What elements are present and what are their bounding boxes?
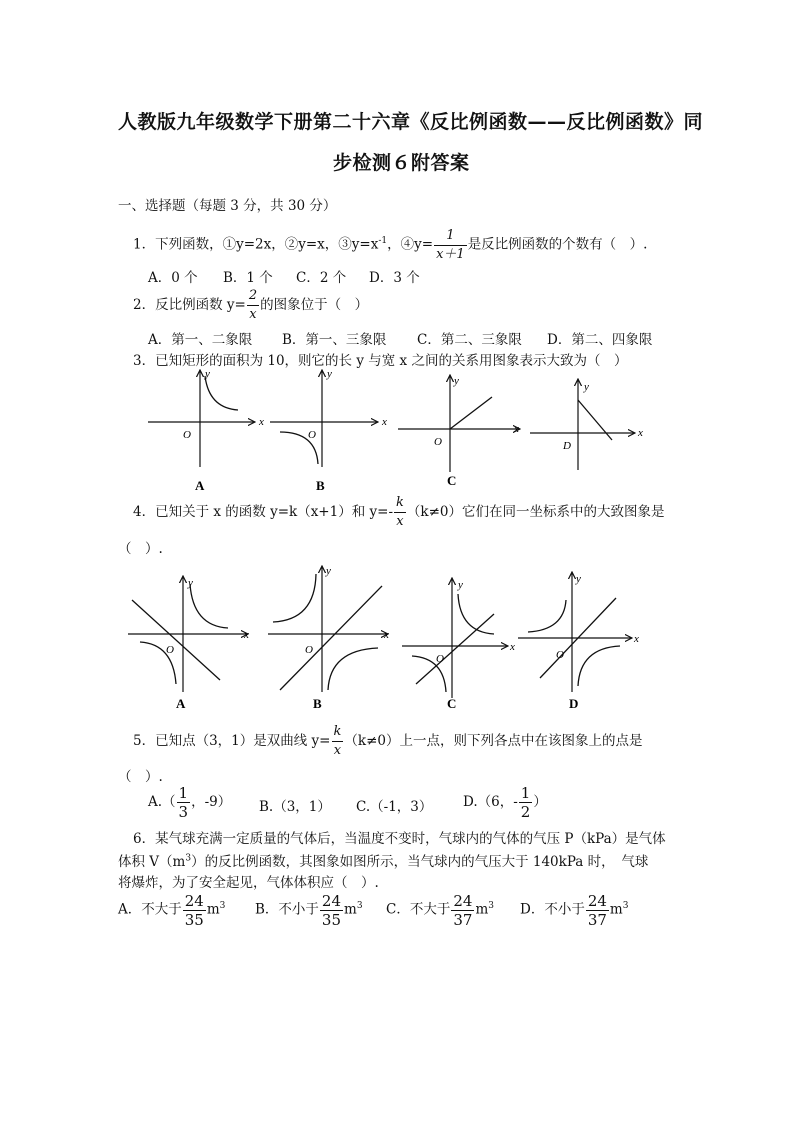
q2-option-a[interactable]: A．第一、二象限: [148, 332, 253, 348]
q2-text-pre: 2．反比例函数 y=: [133, 297, 246, 313]
q4-b-label: B: [313, 696, 322, 711]
q1-fraction: $\frac{1}{x+1}$: [436, 227, 465, 262]
question-2: [133, 287, 368, 323]
q3-c-xlabel: x: [514, 423, 519, 435]
q3-d-line: [578, 400, 612, 440]
q4-c-ylabel: y: [458, 579, 463, 591]
q4-b-origin: O: [305, 644, 313, 656]
q3-graph-a[interactable]: [148, 368, 264, 493]
q3-c-line: [450, 397, 492, 429]
q4-c-xlabel: x: [510, 641, 515, 653]
q2-fraction: $\frac{2}{x}$: [248, 288, 258, 322]
q6-a-fraction: $\frac{24}{35}$: [184, 891, 204, 929]
q5-option-c[interactable]: C.（-1，3）: [356, 799, 433, 815]
q4-d-ylabel: y: [576, 573, 581, 585]
q5-text-post: （k≠0）上一点，则下列各点中在该图象上的点是: [344, 733, 643, 749]
q5-option-b[interactable]: B.（3，1）: [259, 799, 331, 815]
q3-graphs: [130, 362, 660, 497]
q6-option-c[interactable]: C．不大于 $\frac{24}{37}$ $m^3$: [386, 891, 494, 929]
q3-b-xlabel: x: [382, 416, 387, 428]
q1-text-mid: ，④y=: [387, 236, 434, 253]
q3-a-curve: [205, 376, 238, 410]
q2-option-c[interactable]: C．第二、三象限: [417, 332, 522, 348]
q3-c-label: C: [447, 473, 457, 488]
q4-graph-b[interactable]: [268, 565, 389, 711]
q4-fraction: $\frac{k}{x}$: [396, 495, 404, 529]
page-title-line1: 人教版九年级数学下册第二十六章《反比例函数——反比例函数》同: [118, 111, 704, 133]
q6-line2: 体积 $V(m^3)$的反比例函数，其图象如图所示，当气球内的气压大于 140kPa 时， 气球: [118, 853, 649, 870]
q3-c-origin: O: [434, 436, 442, 448]
q5-text-pre: 5．已知点（3，1）是双曲线 y=: [133, 733, 331, 749]
q2-option-b[interactable]: B．第一、三象限: [282, 332, 387, 348]
section-heading: 一、选择题（每题 3 分，共 30 分）: [118, 198, 337, 214]
q6-d-fraction: $\frac{24}{37}$: [587, 891, 607, 929]
q4-d-origin: O: [556, 649, 564, 661]
q6-b-fraction: $\frac{24}{35}$: [321, 891, 342, 929]
q3-graph-b[interactable]: [270, 368, 387, 493]
q2-option-d[interactable]: D．第二、四象限: [547, 332, 653, 348]
q6-option-d[interactable]: D．不小于 $\frac{24}{37}$ $m^3$: [520, 891, 629, 929]
q3-d-xlabel: x: [638, 427, 643, 439]
q4-d-xlabel: x: [634, 633, 639, 645]
q5-d-fraction: $\frac{1}{2}$: [520, 784, 531, 821]
q3-b-origin: O: [308, 429, 316, 441]
q1-exponent: -1: [378, 236, 388, 246]
q4-a-label: A: [176, 696, 186, 711]
q6-c-fraction: $\frac{24}{37}$: [453, 891, 473, 929]
q6-line3: 将爆炸，为了安全起见，气体体积应（ ）.: [118, 875, 379, 891]
q3-a-ylabel: y: [205, 368, 210, 380]
q3-a-xlabel: x: [259, 416, 264, 428]
q3-graph-c[interactable]: [398, 375, 520, 488]
q4-line2: （ ）.: [118, 541, 163, 557]
q4-c-label: C: [447, 696, 457, 711]
q4-text-pre: 4．已知关于 x 的函数 y=k（x+1）和 y=-: [133, 504, 393, 520]
question-4: [133, 494, 664, 530]
q4-graphs: [120, 562, 660, 714]
q1-option-c[interactable]: C．2 个: [296, 270, 347, 286]
q5-line2: （ ）.: [118, 769, 163, 785]
q4-a-origin: O: [166, 644, 174, 656]
q4-b-ylabel: y: [326, 565, 331, 577]
q3-d-ylabel: y: [584, 381, 589, 393]
q3-d-origin: D: [563, 440, 571, 452]
page-title-line2: 步检测６附答案: [333, 152, 470, 174]
q5-option-a[interactable]: A.（ $\frac{1}{3}$ ，-9）: [148, 784, 232, 821]
q6-option-b[interactable]: B．不小于 $\frac{24}{35}$ $m^3$: [255, 891, 363, 929]
q4-b-xlabel: x: [384, 629, 389, 641]
q2-text-post: 的图象位于（ ）: [260, 297, 369, 313]
q4-a-ylabel: y: [188, 577, 193, 589]
q4-c-origin: O: [436, 653, 444, 665]
q4-a-xlabel: x: [244, 629, 249, 641]
q3-a-origin: O: [183, 429, 191, 441]
q5-fraction: $\frac{k}{x}$: [333, 724, 342, 758]
question-5: [133, 723, 642, 759]
q4-graph-c[interactable]: [402, 578, 515, 711]
q1-option-b[interactable]: B．1 个: [223, 270, 273, 286]
question-1: [133, 223, 647, 263]
q3-graph-d[interactable]: [530, 379, 643, 470]
q6-line1: 6．某气球充满一定质量的气体后，当温度不变时，气球内的气体的气压 P（kPa）是气体: [133, 831, 666, 847]
q1-text-pre: 1．下列函数，①y=2x，②y=x，③y=x: [133, 236, 379, 253]
q3-b-label: B: [316, 478, 325, 493]
q5-a-fraction: $\frac{1}{3}$: [178, 784, 189, 821]
q4-text-post: （k≠0）它们在同一坐标系中的大致图象是: [406, 504, 665, 520]
q1-text-post: 是反比例函数的个数有（ ）.: [467, 236, 648, 253]
q1-option-a[interactable]: A．0 个: [148, 270, 198, 286]
q3-a-label: A: [195, 478, 205, 493]
q1-option-d[interactable]: D．3 个: [369, 270, 420, 286]
q4-graph-a[interactable]: [128, 576, 249, 711]
q3-b-ylabel: y: [327, 368, 332, 380]
q6-option-a[interactable]: A．不大于 $\frac{24}{35}$ $m^3$: [118, 891, 226, 929]
question-3: 3．已知矩形的面积为 10，则它的长 y 与宽 x 之间的关系用图象表示大致为（ ）: [133, 353, 628, 369]
q3-c-ylabel: y: [454, 375, 459, 387]
q4-d-label: D: [569, 696, 579, 711]
q5-option-d[interactable]: D.（6，- $\frac{1}{2}$ ）: [463, 784, 547, 821]
q4-graph-d[interactable]: [518, 572, 639, 711]
